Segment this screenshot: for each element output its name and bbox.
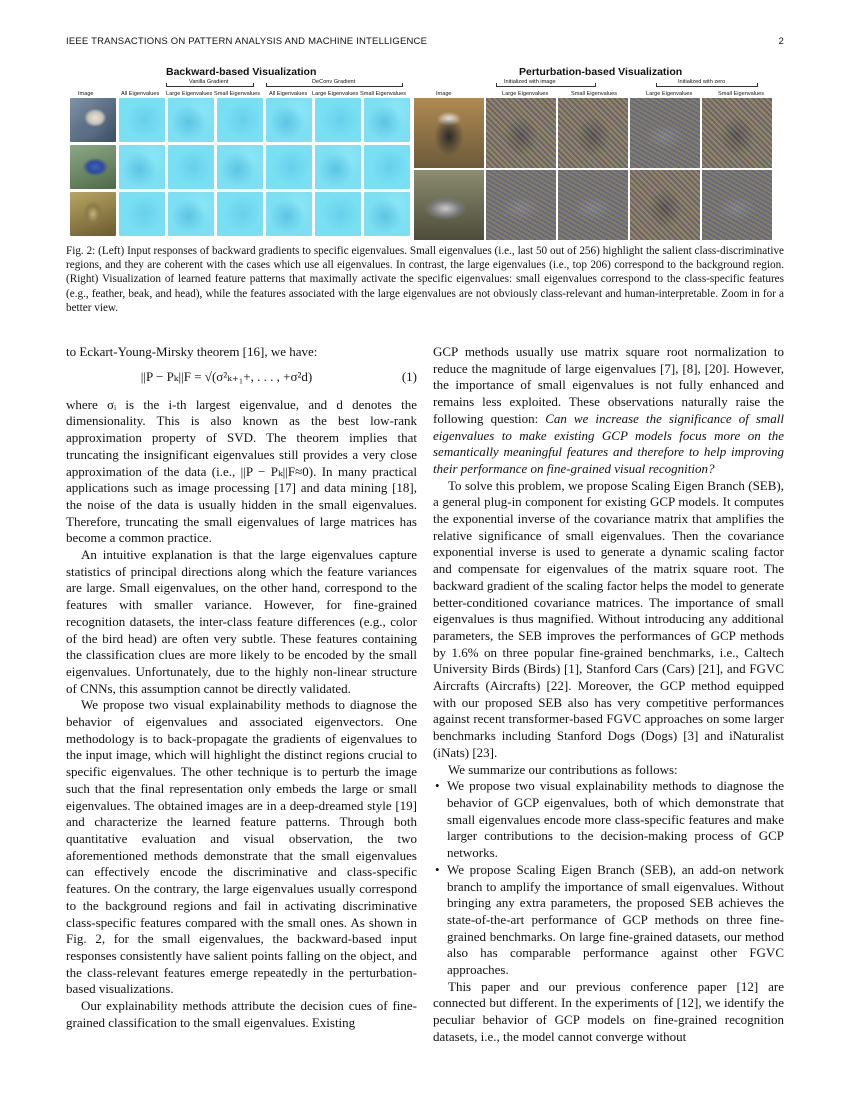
perturbation-map bbox=[702, 170, 772, 240]
paragraph: This paper and our previous conference paper [12] are connected but different. In the experiments of [12], we identify the peculiar behavior of GCP models on fine-grained recognition datasets, i.e., the model cannot converge without bbox=[433, 978, 784, 1044]
paragraph bbox=[433, 344, 784, 478]
equation-body: ||P − Pₖ||F = √(σ²ₖ₊₁+, . . . , +σ²d) bbox=[140, 369, 313, 385]
column-label: All Eigenvalues bbox=[121, 91, 160, 97]
running-header bbox=[66, 36, 784, 50]
group-label: Vanilla Gradient bbox=[189, 79, 229, 85]
column-label: Large Eigenvalues bbox=[312, 91, 359, 97]
column-label: Small Eigenvalues bbox=[360, 91, 407, 97]
gradient-map bbox=[364, 145, 410, 189]
gradient-map bbox=[168, 192, 214, 236]
left-column bbox=[66, 344, 417, 1031]
contributions-list bbox=[433, 778, 784, 978]
gradient-map bbox=[119, 145, 165, 189]
caption-text: Fig. 2: (Left) Input responses of backward gradients to specific eigenvalues. Small eigenvalues (i.e., last 50 out of 256) highlight the salient class-discriminative regions, and they are coherent with the cases which use all eigenvalues. In contrast, the large eigenvalues (i.e., top 206) correspond to the background region. (Right) Visualization of learned feature patterns that maximally activate the specific eigenvalues: small eigenvalues correspond to the class-specific features (e.g., feather, beak, and head), while the features associated with the large eigenvalues are not obviously class-relevant and human-interpretable. Zoom in for a better view. bbox=[66, 245, 784, 314]
bird-image bbox=[70, 192, 116, 236]
paragraph: Our explainability methods attribute the decision cues of fine-grained classification to the small eigenvalues. Existing bbox=[66, 998, 417, 1030]
gradient-map bbox=[168, 98, 214, 142]
paragraph-text: GCP methods usually use matrix square root normalization to reduce the magnitude of large eigenvalues [7], [8], [20]. However, the importance of small eigenvalues is not fully enhanced and remains less exploited. These observations naturally raise the following question: bbox=[433, 344, 784, 426]
research-question: Can we increase the significance of small eigenvalues to make existing GCP models focus more on the semantically meaningful features and therefore to help improving their performance on fine-grained visual recognition? bbox=[433, 410, 784, 476]
equation-number: (1) bbox=[401, 369, 417, 385]
column-label: Small Eigenvalues bbox=[214, 91, 261, 97]
gradient-map bbox=[364, 192, 410, 236]
figure-caption bbox=[66, 244, 784, 315]
column-label: Small Eigenvalues bbox=[571, 91, 618, 97]
list-item: • We propose Scaling Eigen Branch (SEB), an add-on network branch to amplify the importance of small eigenvalues. Without bringing any extra parameters, the proposed SEB achieves the state-of-the-art performance of GCP methods on three fine-grained benchmarks. On large fine-grained datasets, our method also has comparable performance against other FGVC approaches. bbox=[433, 862, 784, 979]
perturbation-map bbox=[486, 98, 556, 168]
gradient-map bbox=[217, 145, 263, 189]
page-number: 2 bbox=[778, 36, 784, 47]
group-label: DeConv Gradient bbox=[312, 79, 356, 85]
equation-1 bbox=[66, 363, 417, 393]
column-label: Large Eigenvalues bbox=[646, 91, 693, 97]
bird-image bbox=[70, 98, 116, 142]
left-panel-title: Backward-based Visualization bbox=[166, 66, 317, 78]
group-label: Initialized with zero bbox=[678, 79, 726, 85]
right-panel-title: Perturbation-based Visualization bbox=[519, 66, 683, 78]
group-bracket bbox=[656, 83, 758, 87]
gradient-map bbox=[119, 192, 165, 236]
right-column bbox=[433, 344, 784, 1046]
perturbation-map bbox=[702, 98, 772, 168]
group-bracket bbox=[496, 83, 596, 87]
column-label: Large Eigenvalues bbox=[502, 91, 549, 97]
perturbation-map bbox=[558, 170, 628, 240]
gradient-map bbox=[315, 145, 361, 189]
paragraph: to Eckart-Young-Mirsky theorem [16], we have: bbox=[66, 344, 318, 359]
perturbation-map bbox=[630, 98, 700, 168]
paragraph: We propose two visual explainability methods to diagnose the behavior of eigenvalues and associated eigenvectors. One methodology is to back-propagate the gradients of eigenvalues to the input image, which will highlight the distinct regions crucial to specific eigenvalues. The other technique is to perturb the image such that the final representation only embeds the large or small eigenvalues. The obtained images are in a deep-dreamed style [19] and characterize the learned feature patterns. Through both quantitative evaluation and visual observation, the two aforementioned methods demonstrate that the small eigenvalues can effectively encode the discriminative and class-specific features. On the contrary, the large eigenvalues usually correspond to the background regions and fail in activating discriminative class-specific features compared with the small ones. As shown in Fig. 2, for the small eigenvalues, the backward-based input responses consistently have salient points falling on the object, and the class-relevant features emerge repeatedly in the perturbation-based visualizations. bbox=[66, 697, 417, 997]
gradient-map bbox=[315, 192, 361, 236]
paragraph: We summarize our contributions as follows: bbox=[448, 761, 678, 777]
column-label: Image bbox=[78, 91, 94, 97]
group-bracket bbox=[266, 83, 403, 87]
column-label: Image bbox=[436, 91, 452, 97]
column-label: Small Eigenvalues bbox=[718, 91, 765, 97]
gradient-map bbox=[217, 192, 263, 236]
perturbation-map bbox=[630, 170, 700, 240]
perturbation-map bbox=[558, 98, 628, 168]
gradient-map bbox=[266, 145, 312, 189]
journal-name: IEEE TRANSACTIONS ON PATTERN ANALYSIS AND MACHINE INTELLIGENCE bbox=[66, 36, 428, 47]
column-label: All Eigenvalues bbox=[269, 91, 308, 97]
gradient-map bbox=[364, 98, 410, 142]
gradient-map bbox=[266, 98, 312, 142]
figure-2 bbox=[66, 62, 784, 238]
paragraph: To solve this problem, we propose Scaling Eigen Branch (SEB), a general plug-in component for existing GCP models. It computes the exponential inverse of the covariance matrix that amplifies the relative significance of small eigenvalues. Then the covariance exponential inverse is used to generate a dynamic scaling factor and compensate for eigenvalues of the matrix square root. The backward gradient of the scaling factor helps the model to generate better-conditioned covariance matrices. The importance of small eigenvalues is thus magnified. Without introducing any additional parameters, the SEB improves the performances of GCP methods by 1.6% on three popular fine-grained benchmarks, i.e., Caltech University Birds (Birds) [1], Stanford Cars (Cars) [21], and FGVC Aircrafts (Aircrafts) [22]. Moreover, the GCP method equipped with our proposed SEB also has very competitive performances against recent transformer-based FGVC approaches on some larger benchmarks including Stanford Dogs (Dogs) [3] and iNaturalist (iNats) [23]. bbox=[433, 477, 784, 760]
group-label: Initialized with image bbox=[504, 79, 556, 85]
bird-image bbox=[414, 98, 484, 168]
gradient-map bbox=[217, 98, 263, 142]
column-label: Large Eigenvalues bbox=[166, 91, 213, 97]
gradient-map bbox=[266, 192, 312, 236]
perturbation-map bbox=[486, 170, 556, 240]
gradient-map bbox=[315, 98, 361, 142]
bird-image bbox=[70, 145, 116, 189]
gradient-map bbox=[168, 145, 214, 189]
paragraph: An intuitive explanation is that the large eigenvalues capture statistics of principal directions along which the feature variances are large. Small eigenvalues, on the other hand, correspond to the features with smaller variance. However, for fine-grained recognition datasets, the inter-class feature differences (e.g., color of the bird head) are often very subtle. These features containing the classification clues are more likely to be encoded by the small eigenvalues. Unfortunately, due to the highly non-linear structure of CNNs, this assumption cannot be directly validated. bbox=[66, 547, 417, 696]
list-item: • We propose two visual explainability methods to diagnose the behavior of GCP eigenvalues, both of which demonstrate that small eigenvalues encode more class-specific features and make larger contributions to the decision-making process of GCP networks. bbox=[433, 778, 784, 862]
gradient-map bbox=[119, 98, 165, 142]
group-bracket bbox=[166, 83, 254, 87]
bird-image bbox=[414, 170, 484, 240]
paragraph: where σᵢ is the i-th largest eigenvalue, and d denotes the dimensionality. This is also known as the best low-rank approximation property of SVD. The theorem implies that truncating the insignificant eigenvalues still provides a very close approximation of the data (i.e., ||P − Pₖ||F≈0). In many practical applications such as image processing [17] and data mining [18], the noise of the data is usually hidden in the small eigenvalues. Therefore, truncating the small eigenvalues of large matrices has become a common practice. bbox=[66, 396, 417, 546]
